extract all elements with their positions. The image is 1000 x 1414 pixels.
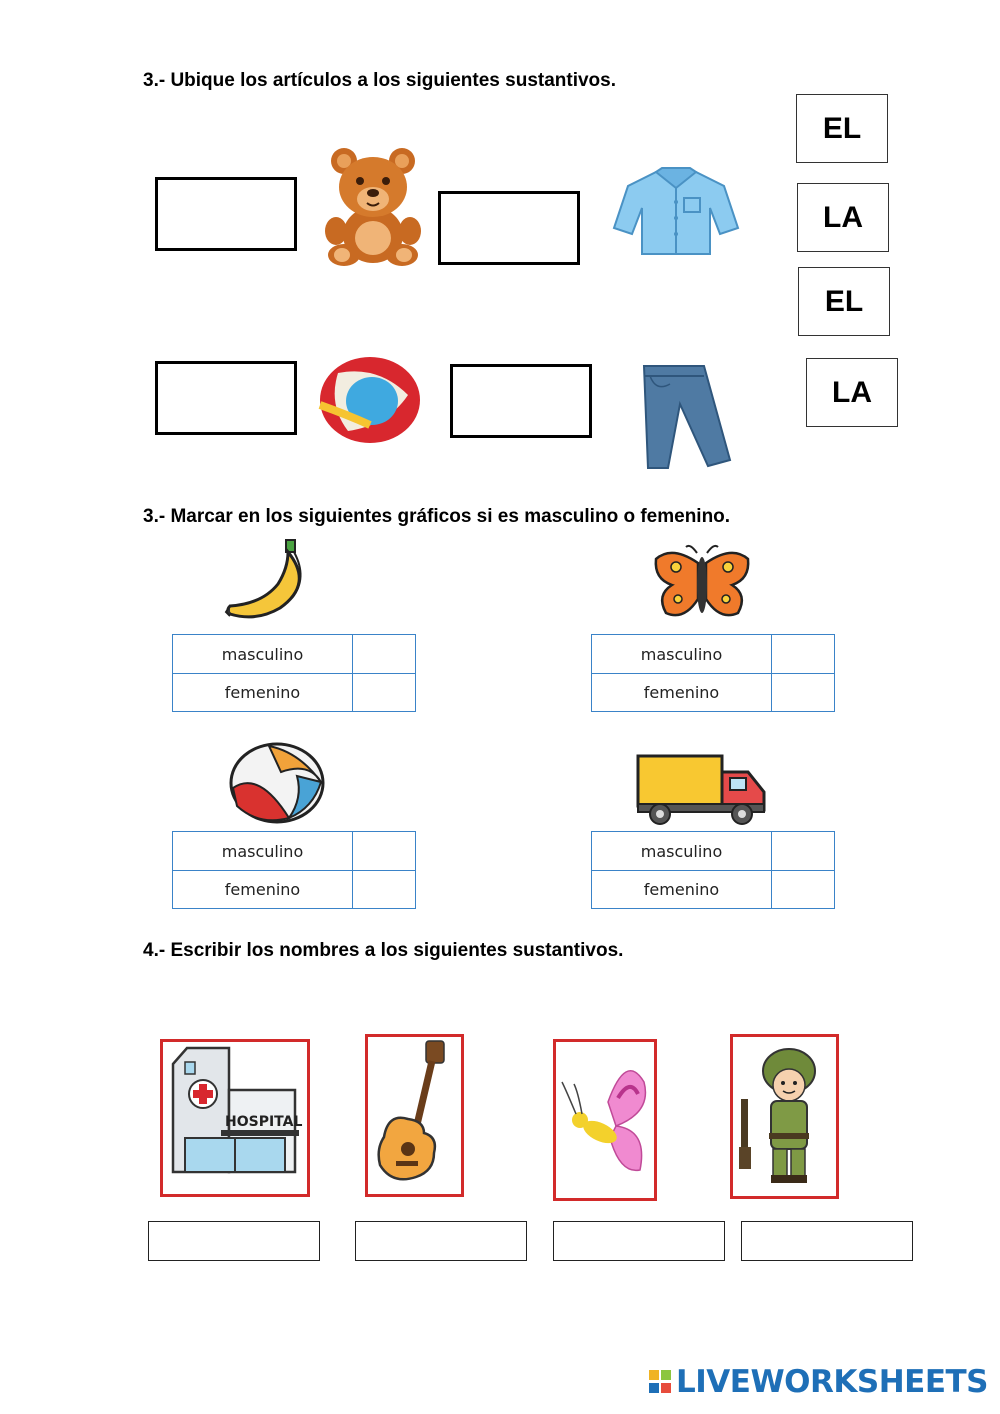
- name-input-guitar[interactable]: [355, 1221, 527, 1261]
- option-feminine-label: femenino: [173, 674, 353, 711]
- word-tile-la-2[interactable]: LA: [806, 358, 898, 427]
- gender-table-truck: [591, 831, 835, 909]
- name-input-butterfly[interactable]: [553, 1221, 725, 1261]
- footer-brand-text: LIVEWORKSHEETS: [676, 1364, 988, 1400]
- hospital-card: [160, 1039, 310, 1197]
- option-masculine-label: masculino: [173, 832, 353, 870]
- teddy-bear-icon: [318, 145, 428, 267]
- section1-title: 3.- Ubique los artículos a los siguientes sustantivos.: [143, 70, 617, 91]
- footer-logo: [648, 1364, 988, 1400]
- gender-table-butterfly: [591, 634, 835, 712]
- name-input-hospital[interactable]: [148, 1221, 320, 1261]
- name-input-soldier[interactable]: [741, 1221, 913, 1261]
- shirt-icon: [612, 166, 740, 258]
- option-feminine-label: femenino: [173, 871, 353, 908]
- word-tile-el-2[interactable]: EL: [798, 267, 890, 336]
- feminine-check-cell[interactable]: [353, 871, 415, 908]
- feminine-check-cell[interactable]: [772, 871, 834, 908]
- guitar-icon: [368, 1037, 460, 1193]
- pants-icon: [640, 362, 732, 472]
- masculine-check-cell[interactable]: [353, 832, 415, 870]
- feminine-check-cell[interactable]: [772, 674, 834, 711]
- guitar-card: [365, 1034, 464, 1197]
- masculine-check-cell[interactable]: [772, 635, 834, 673]
- option-masculine-label: masculino: [592, 832, 772, 870]
- banana-icon: [222, 538, 312, 620]
- beach-ball-icon: [229, 742, 325, 824]
- section3-title: 4.- Escribir los nombres a los siguientes sustantivos.: [143, 940, 624, 961]
- gender-table-beach-ball: [172, 831, 416, 909]
- liveworksheets-logo-icon: [648, 1369, 672, 1395]
- option-feminine-label: femenino: [592, 674, 772, 711]
- article-drop-box-ball[interactable]: [155, 361, 297, 435]
- soldier-card: [730, 1034, 839, 1199]
- truck-icon: [636, 754, 768, 826]
- word-tile-el-1[interactable]: EL: [796, 94, 888, 163]
- word-tile-la-1[interactable]: LA: [797, 183, 889, 252]
- section2-title: 3.- Marcar en los siguientes gráficos si es masculino o femenino.: [143, 506, 731, 527]
- article-drop-box-pants[interactable]: [450, 364, 592, 438]
- feminine-check-cell[interactable]: [353, 674, 415, 711]
- option-feminine-label: femenino: [592, 871, 772, 908]
- gender-table-banana: [172, 634, 416, 712]
- ball-icon: [318, 355, 422, 445]
- masculine-check-cell[interactable]: [772, 832, 834, 870]
- butterfly-card: [553, 1039, 657, 1201]
- butterfly-icon: [652, 543, 752, 623]
- option-masculine-label: masculino: [173, 635, 353, 673]
- butterfly-icon: [556, 1042, 653, 1197]
- article-drop-box-bear[interactable]: [155, 177, 297, 251]
- masculine-check-cell[interactable]: [353, 635, 415, 673]
- soldier-icon: [733, 1037, 835, 1195]
- hospital-icon: [163, 1042, 306, 1193]
- article-drop-box-shirt[interactable]: [438, 191, 580, 265]
- option-masculine-label: masculino: [592, 635, 772, 673]
- hospital-sign-text: HOSPITAL: [225, 1114, 303, 1130]
